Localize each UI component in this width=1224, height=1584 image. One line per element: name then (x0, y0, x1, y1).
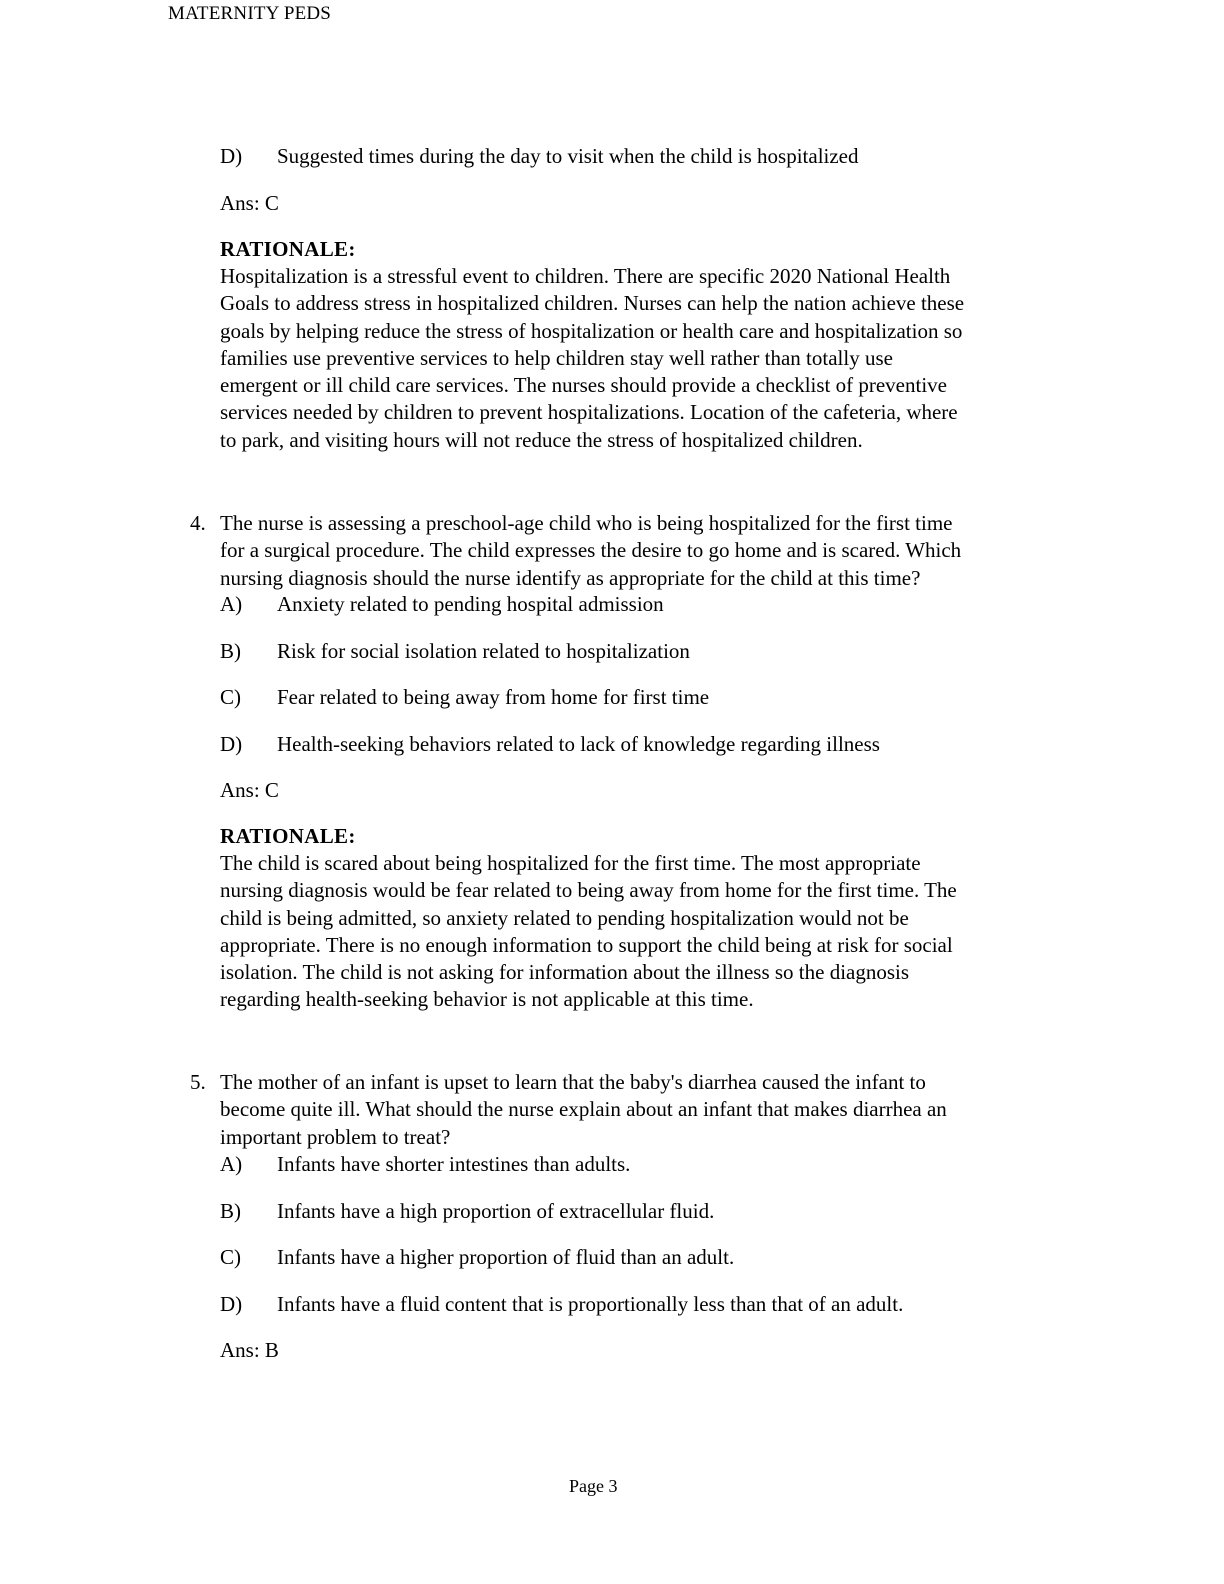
prev-rationale-text (220, 263, 1080, 454)
prev-rationale-line: emergent or ill child care services. The nurses should provide a checklist of preventive (220, 373, 947, 398)
question-4-stem-line: nursing diagnosis should the nurse identify as appropriate for the child at this time? (220, 565, 921, 590)
q5-option-d-text: Infants have a fluid content that is proportionally less than that of an adult. (277, 1292, 904, 1316)
q4-rationale-line: The child is scared about being hospitalized for the first time. The most appropriate (220, 851, 921, 875)
q4-option-a-letter: A) (220, 592, 243, 616)
question-5-stem-line: important problem to treat? (220, 1124, 451, 1149)
question-4-stem-line: The nurse is assessing a preschool-age child who is being hospitalized for the first time (220, 511, 953, 535)
q5-option-c-letter: C) (220, 1245, 241, 1269)
q4-rationale-line: regarding health-seeking behavior is not applicable at this time. (220, 987, 754, 1012)
prev-rationale-line: goals by helping reduce the stress of hospitalization or health care and hospitalization so (220, 318, 963, 343)
q4-option-d-letter: D) (220, 732, 243, 756)
question-5-stem (220, 1069, 1080, 1151)
prev-rationale-line: families use preventive services to help children stay well rather than totally use (220, 345, 893, 370)
q4-rationale-text (220, 850, 1080, 1014)
q4-answer: Ans: C (220, 778, 279, 802)
prev-rationale-line: Hospitalization is a stressful event to children. There are specific 2020 National Health (220, 264, 951, 288)
q4-option-c-letter: C) (220, 685, 241, 709)
prev-rationale-line: Goals to address stress in hospitalized children. Nurses can help the nation achieve these (220, 291, 965, 316)
q5-option-c-text: Infants have a higher proportion of fluid than an adult. (277, 1245, 735, 1269)
q4-option-b-letter: B) (220, 639, 241, 663)
q5-option-d-letter: D) (220, 1292, 243, 1316)
question-5-stem-line: become quite ill. What should the nurse explain about an infant that makes diarrhea an (220, 1097, 947, 1122)
q4-option-a-text: Anxiety related to pending hospital admission (277, 592, 664, 616)
q5-option-b-letter: B) (220, 1199, 241, 1223)
q4-option-d-text: Health-seeking behaviors related to lack of knowledge regarding illness (277, 732, 880, 756)
prev-rationale-line: services needed by children to prevent hospitalizations. Location of the cafeteria, where (220, 400, 958, 425)
question-4-stem (220, 510, 1080, 592)
q4-rationale-line: nursing diagnosis would be fear related to being away from home for the first time. The (220, 878, 957, 903)
prev-option-d-text: Suggested times during the day to visit when the child is hospitalized (277, 144, 859, 168)
q4-rationale-line: child is being admitted, so anxiety related to pending hospitalization would not be (220, 905, 909, 930)
q4-rationale-title: RATIONALE: (220, 824, 356, 848)
prev-rationale-title: RATIONALE: (220, 237, 356, 261)
prev-option-d-letter: D) (220, 144, 243, 168)
running-header: MATERNITY PEDS (168, 3, 332, 24)
q5-option-a-text: Infants have shorter intestines than adults. (277, 1152, 631, 1176)
q4-rationale-line: appropriate. There is no enough information to support the child being at risk for social (220, 932, 953, 957)
question-4-number: 4. (190, 511, 206, 535)
question-4-stem-line: for a surgical procedure. The child expresses the desire to go home and is scared. Which (220, 538, 962, 563)
q5-answer: Ans: B (220, 1338, 279, 1362)
q4-rationale-line: isolation. The child is not asking for information about the illness so the diagnosis (220, 960, 910, 985)
question-5-stem-line: The mother of an infant is upset to learn that the baby's diarrhea caused the infant to (220, 1070, 926, 1094)
q4-option-b-text: Risk for social isolation related to hospitalization (277, 639, 690, 663)
q5-option-b-text: Infants have a high proportion of extracellular fluid. (277, 1199, 715, 1223)
prev-answer: Ans: C (220, 191, 279, 215)
page-number: Page 3 (569, 1476, 618, 1496)
q4-option-c-text: Fear related to being away from home for first time (277, 685, 710, 709)
question-5-number: 5. (190, 1070, 206, 1094)
q5-option-a-letter: A) (220, 1152, 243, 1176)
prev-rationale-line: to park, and visiting hours will not reduce the stress of hospitalized children. (220, 427, 863, 452)
